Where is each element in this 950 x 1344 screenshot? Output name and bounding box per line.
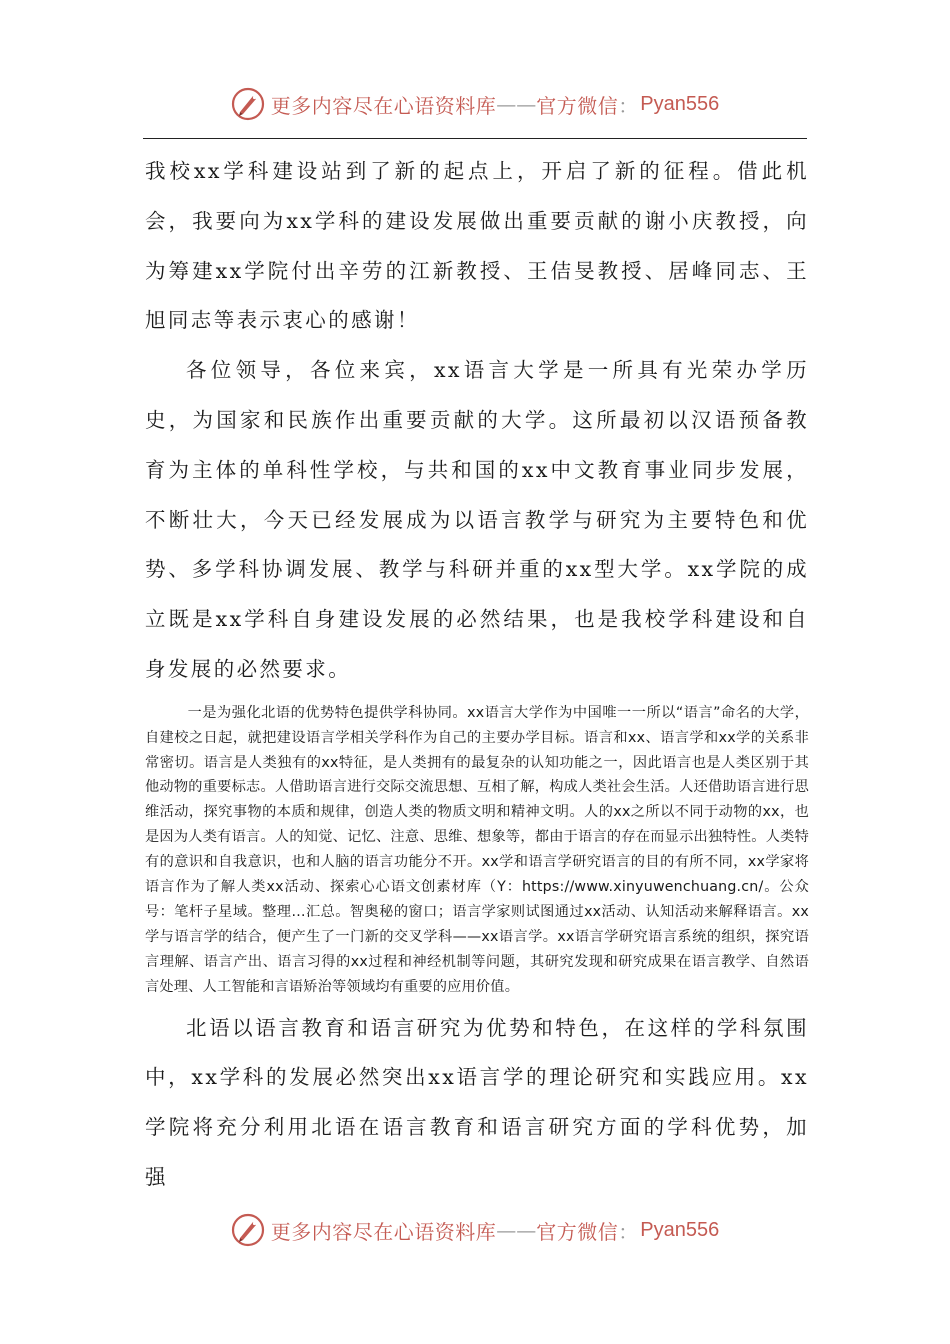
paragraph-2: 各位领导，各位来宾，xx语言大学是一所具有光荣办学历史，为国家和民族作出重要贡献的大学。这所最初以汉语预备教育为主体的单科性学校，与共和国的xx中文教育事业同步发展，不断壮大，今天已经发展成为以语言教学与研究为主要特色和优势、多学科协调发展、教学与科研并重的xx型大学。xx学院的成立既是xx学科自身建设发展的必然结果，也是我校学科建设和自身发展的必然要求。 [145, 358, 809, 681]
paragraph-1: 我校xx学科建设站到了新的起点上，开启了新的征程。借此机会，我要向为xx学科的建设发展做出重要贡献的谢小庆教授，向为筹建xx学院付出辛劳的江新教授、王佶旻教授、居峰同志、王旭同志等表示衷心的感谢！ [145, 159, 809, 333]
header-banner [0, 82, 950, 126]
pen-heart-logo-icon [231, 87, 265, 121]
banner-colon: ： [618, 1219, 639, 1244]
pen-heart-logo-icon [231, 1213, 265, 1247]
banner-wechat-id: Pyan556 [640, 92, 720, 115]
banner-text: 更多内容尽在心语资料库 [270, 1219, 497, 1244]
footer-banner [0, 1208, 950, 1252]
paragraph-4: 北语以语言教育和语言研究为优势和特色，在这样的学科氛围中，xx学科的发展必然突出xx语言学的理论研究和实践应用。xx学院将充分利用北语在语言教育和语言研究方面的学科优势，加强 [145, 1015, 809, 1190]
banner-separator: —— [496, 92, 537, 116]
paragraph-3: 一是为强化北语的优势特色提供学科协同。xx语言大学作为中国唯一一所以“语言”命名的大学，自建校之日起，就把建设语言学相关学科作为自己的主要办学目标。语言和xx、语言学和xx学的关系非常密切。语言是人类独有的xx特征，是人类拥有的最复杂的认知功能之一，因此语言也是人类区别于其他动物的重要标志。人借助语言进行交际交流思想、互相了解，构成人类社会生活。人还借助语言进行思维活动，探究事物的本质和规律，创造人类的物质文明和精神文明。人的xx之所以不同于动物的xx，也是因为人类有语言。人的知觉、记忆、注意、思维、想象等，都由于语言的存在而显示出独特性。人类特有的意识和自我意识，也和人脑的语言功能分不开。xx学和语言学研究语言的目的有所不同，xx学家将语言作为了解人类xx活动、探索心心语文创素材库（Y：https://www.xinyuwenchuang.cn/。公众号：笔杆子星域。整理…汇总。智奥秘的窗口；语言学家则试图通过xx活动、认知活动来解释语言。xx学与语言学的结合，便产生了一门新的交叉学科——xx语言学。xx语言学研究语言系统的组织，探究语言理解、语言产出、语言习得的xx过程和神经机制等问题，其研究发现和研究成果在语言教学、自然语言处理、人工智能和言语矫治等领域均有重要的应用价值。 [145, 704, 809, 995]
banner-wechat-id: Pyan556 [640, 1218, 720, 1241]
header-rule [143, 138, 807, 139]
banner-colon: ： [618, 93, 639, 118]
banner-label: 官方微信 [536, 93, 619, 118]
document-body [145, 147, 809, 1203]
banner-text: 更多内容尽在心语资料库 [270, 93, 497, 118]
banner-separator: —— [496, 1218, 537, 1242]
banner-label: 官方微信 [536, 1219, 619, 1244]
